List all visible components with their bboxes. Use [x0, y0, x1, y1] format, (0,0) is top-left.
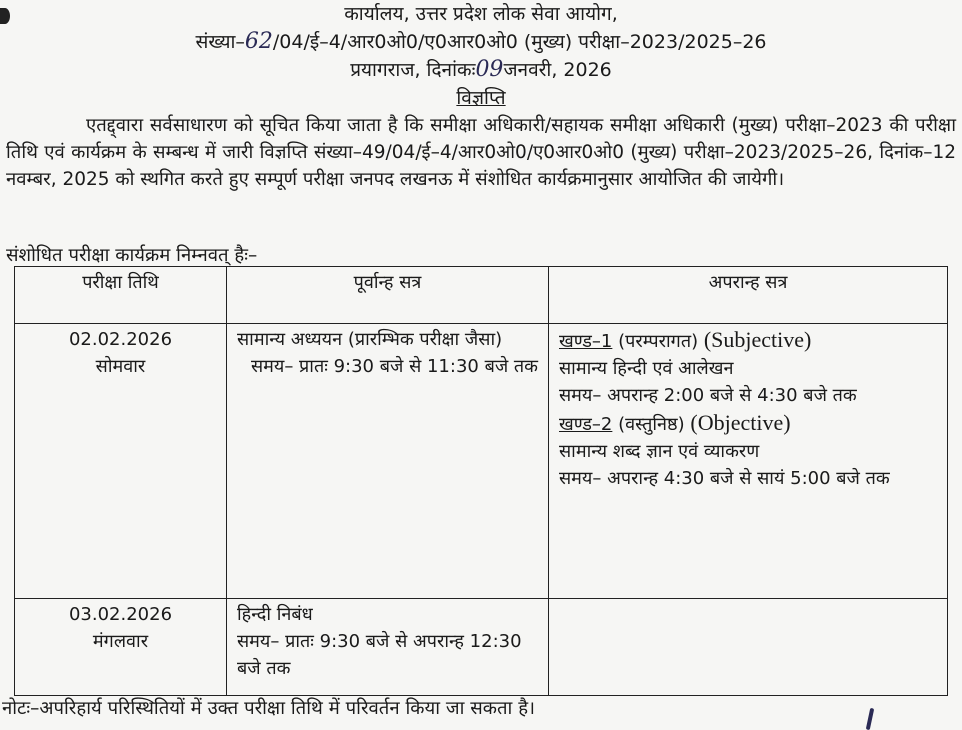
notice-paragraph-text: एतद्द्वारा सर्वसाधारण को सूचित किया जाता है कि समीक्षा अधिकारी/सहायक समीक्षा अधिकारी (मुख्य) परीक्षा–2023 की परीक्षा तिथि एवं कार्यक्रम के सम्बन्ध में जारी विज्ञप्ति संख्या–49/04/ई–4/आर0ओ0/ए0आर0ओ0 (मुख्य) परीक्षा–2023/2025–26, दिनांक–12 नवम्बर, 2025 को स्थगित करते हुए सम्पूर्ण परीक्षा जनपद लखनऊ में संशोधित कार्यक्रमानुसार आयोजित की जायेगी। — [6, 115, 956, 190]
part1-heading — [559, 326, 939, 355]
notice-title: विज्ञप्ति — [456, 87, 506, 109]
reference-handwritten-number: 62 — [244, 29, 273, 54]
footer-note: नोटः–अपरिहार्य परिस्थितियों में उक्त परीक्षा तिथि में परिवर्तन किया जा सकता है। — [2, 698, 536, 719]
part2-label: खण्ड–2 — [559, 414, 613, 435]
part1-time: समय– अपरान्ह 2:00 बजे से 4:30 बजे तक — [559, 385, 857, 406]
pen-mark — [866, 708, 874, 730]
part1-type-english: (Subjective) — [703, 327, 812, 352]
handwritten-date: 09 — [475, 57, 504, 82]
part1-subject: सामान्य हिन्दी एवं आलेखन — [559, 358, 734, 379]
schedule-lead-text: संशोधित परीक्षा कार्यक्रम निम्नवत् हैः– — [6, 245, 258, 266]
row1-morning-subject: सामान्य अध्ययन (प्रारम्भिक परीक्षा जैसा) — [237, 329, 503, 350]
row2-morning-time: समय– प्रातः 9:30 बजे से अपरान्ह 12:30 बजे तक — [237, 631, 522, 679]
part2-type: (वस्तुनिष्ठ) — [612, 414, 691, 435]
place-prefix: प्रयागराज, दिनांकः — [350, 59, 476, 81]
row2-day: मंगलवार — [92, 631, 149, 652]
notice-paragraph — [6, 112, 956, 193]
reference-prefix: संख्या– — [195, 31, 245, 53]
date-suffix: जनवरी, 2026 — [503, 59, 612, 81]
part2-type-english: (Objective) — [690, 410, 791, 435]
row1-date-cell — [15, 324, 227, 599]
header-exam-date: परीक्षा तिथि — [15, 267, 227, 324]
exam-schedule-table — [14, 266, 948, 696]
header-morning-session: पूर्वान्ह सत्र — [227, 267, 549, 324]
part2-subject: सामान्य शब्द ज्ञान एवं व्याकरण — [559, 441, 760, 462]
part2-time: समय– अपरान्ह 4:30 बजे से सायं 5:00 बजे तक — [559, 468, 890, 489]
reference-number — [0, 30, 962, 54]
part1-type: (परम्परागत) — [612, 331, 704, 352]
row2-date: 03.02.2026 — [68, 604, 173, 625]
reference-suffix: /04/ई–4/आर0ओ0/ए0आर0ओ0 (मुख्य) परीक्षा–2023/2025–26 — [272, 31, 767, 53]
row1-morning-cell — [227, 324, 549, 599]
table-row — [15, 324, 948, 599]
row2-afternoon-cell — [549, 599, 948, 696]
row1-date: 02.02.2026 — [68, 329, 173, 350]
row2-morning-cell — [227, 599, 549, 696]
office-heading: कार्यालय, उत्तर प्रदेश लोक सेवा आयोग, — [344, 3, 618, 25]
table-header-row — [15, 267, 948, 324]
table-row — [15, 599, 948, 696]
part2-heading — [559, 409, 939, 438]
row2-date-cell — [15, 599, 227, 696]
row1-morning-time: समय– प्रातः 9:30 बजे से 11:30 बजे तक — [250, 356, 539, 377]
row2-morning-subject: हिन्दी निबंध — [237, 604, 313, 625]
part1-label: खण्ड–1 — [559, 331, 613, 352]
row1-afternoon-cell — [549, 324, 948, 599]
header-afternoon-session: अपरान्ह सत्र — [549, 267, 948, 324]
place-date-line — [0, 58, 962, 82]
row1-day: सोमवार — [95, 356, 146, 377]
